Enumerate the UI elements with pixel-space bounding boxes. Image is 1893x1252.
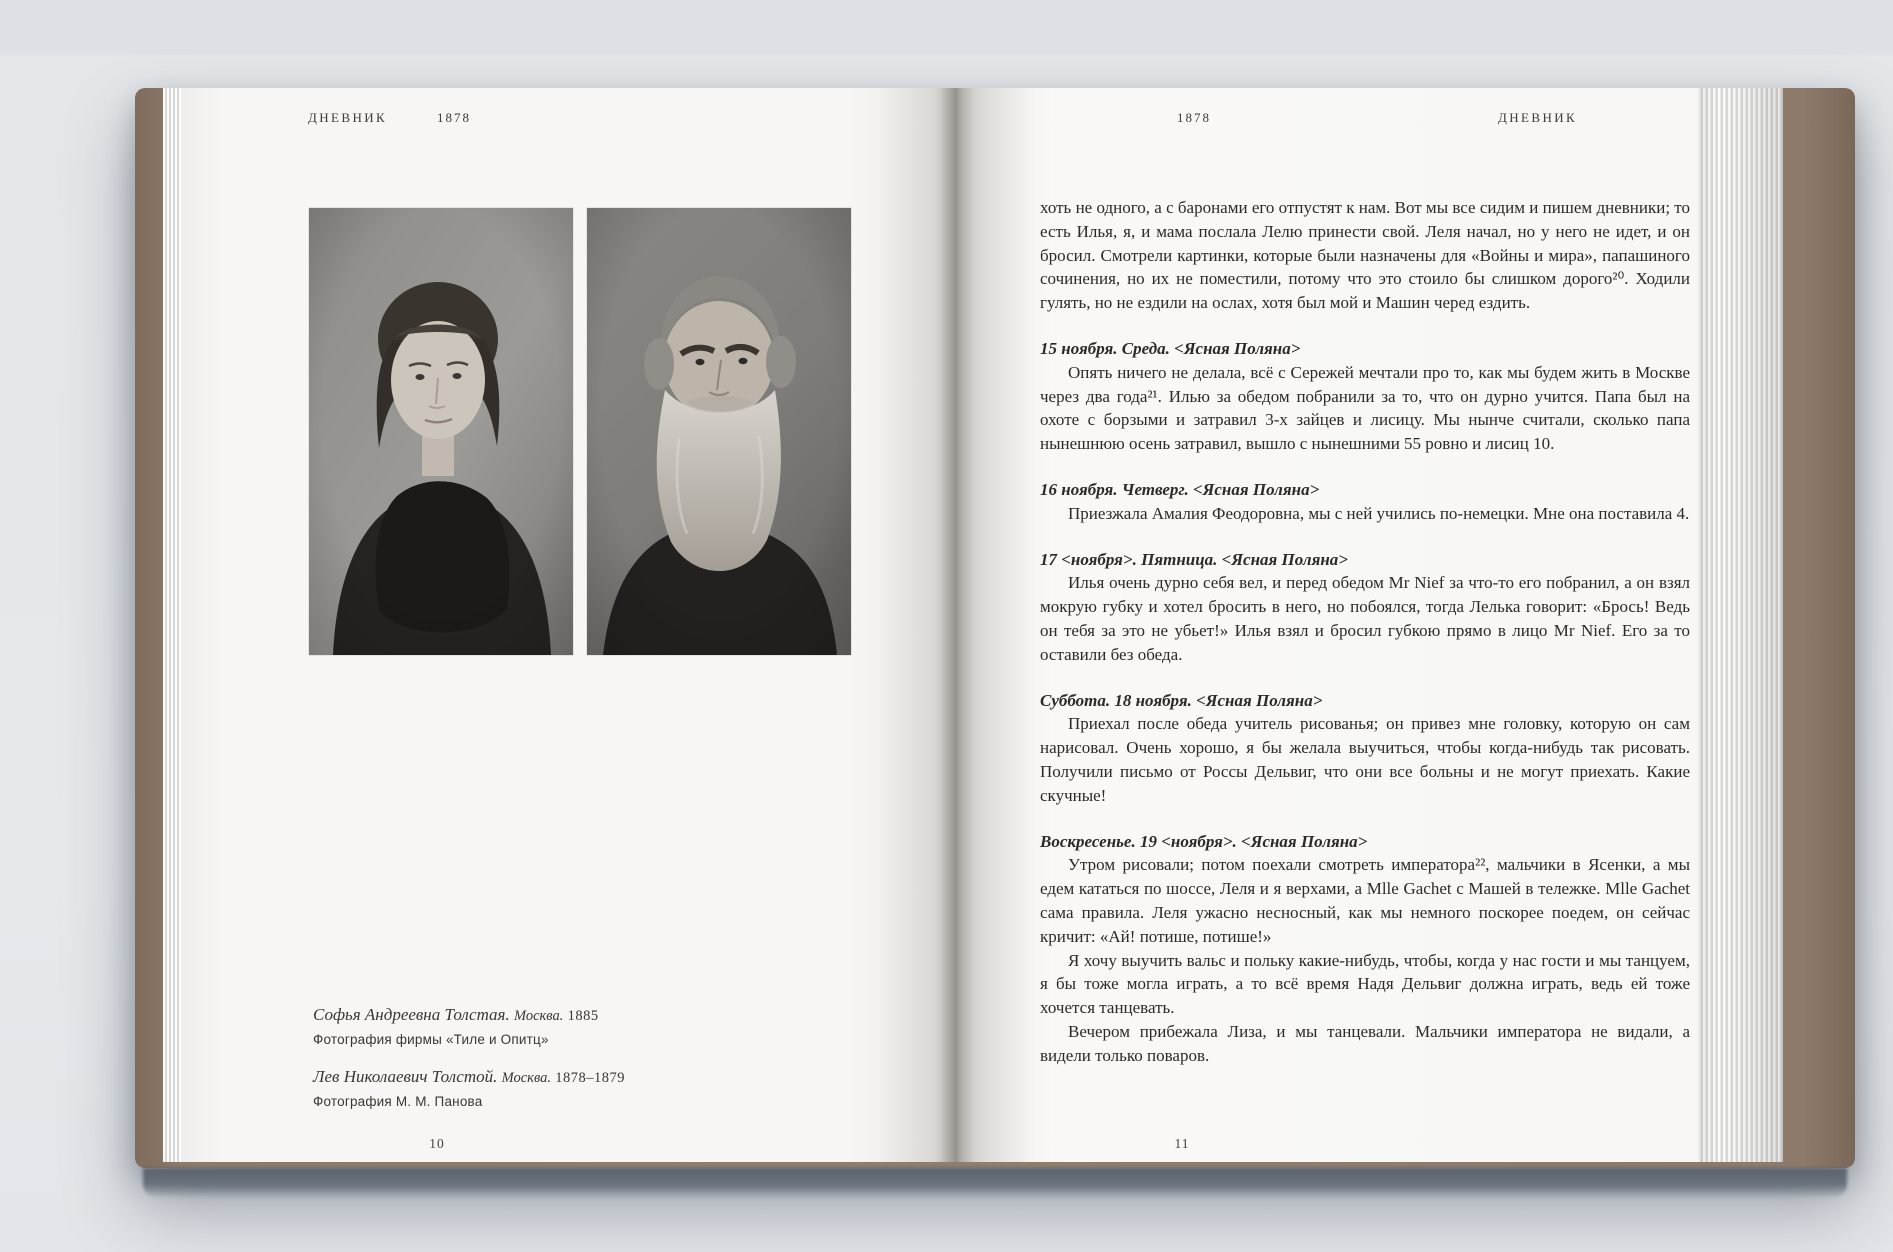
diary-text-block (1040, 196, 1690, 1068)
entry-heading-nov-16: 16 ноября. Четверг. <Ясная Поляна> (1040, 479, 1320, 499)
entry-paragraph: Вечером прибежала Лиза, и мы танцевали. Мальчики императора не видали, а видели только поваров. (1040, 1021, 1690, 1065)
fore-edge-left (163, 88, 181, 1162)
running-head-title-right: ДНЕВНИК (1498, 110, 1578, 125)
page-spread (163, 88, 1783, 1162)
photo-sofia-tolstaya (309, 208, 573, 655)
photo-vignette (309, 208, 573, 655)
running-head-year-right: 1878 (1177, 110, 1211, 125)
photo-vignette (587, 208, 851, 655)
caption-sofia (313, 1004, 599, 1049)
entry-paragraph: Утром рисовали; потом поехали смотреть императора²², мальчики в Ясенки, а мы едем кататься по шоссе, Леля и я верхами, а Mlle Gachet с Машей в тележке. Mlle Gachet сама правила. Леля ужасно несносный, как мы немного поскорее поедем, он сейчас кричит: «Ай! потише, потише!» (1040, 855, 1690, 946)
running-head-year-left: 1878 (437, 110, 471, 125)
caption-name: Софья Андреевна Толстая. (313, 1005, 510, 1024)
entry-paragraph: Илья очень дурно себя вел, и перед обедом Mr Nief за что-то его побранил, а он взял мокрую губку и хотел бросить в него, но побоялся, тогда Лелька говорит: «Брось! Ведь он тебя за это не убьет!» Илья взял и бросил губкою прямо в лицо Mr Nief. Его за то оставили без обеда. (1040, 573, 1690, 664)
entry-paragraph: Я хочу выучить вальс и польку какие-нибудь, чтобы, когда у нас гости и мы танцуем, я бы тоже могла играть, а то всё время Надя Дельвиг должна играть, ведь ей тоже хочется танцевать. (1040, 950, 1690, 1018)
entry-paragraph: Опять ничего не делала, всё с Сережей мечтали про то, как мы будем жить в Москве через два года²¹. Илью за обедом побранили за то, что он дурно учится. Папа был на охоте с борзыми и затравил 3-х зайцев и лисицу. Мы нынче считали, сколько папа нынешнюю осень затравил, вышло с нынешними 55 ровно и лисиц 10. (1040, 362, 1690, 454)
caption-tolstoy (313, 1066, 625, 1111)
entry-heading-nov-15: 15 ноября. Среда. <Ясная Поляна> (1040, 338, 1301, 358)
entry-paragraph: Приезжала Амалия Феодоровна, мы с ней учились по-немецки. Мне она поставила 4. (1068, 503, 1690, 523)
caption-place: Москва. (501, 1070, 552, 1086)
caption-line (313, 1004, 599, 1027)
photo-row (309, 208, 851, 655)
entry-paragraph: Приехал после обеда учитель рисованья; он привез мне головку, которую он сам нарисовал. Очень хорошо, я бы желала выучиться, чтобы когда-нибудь так рисовать. Получили письмо от Россы Дельвиг, что они все больны и не могут приехать. Какие скучные! (1040, 714, 1690, 805)
caption-line (313, 1066, 625, 1089)
entry-heading-nov-18: Суббота. 18 ноября. <Ясная Поляна> (1040, 690, 1323, 710)
caption-credit: Фотография фирмы «Тиле и Опитц» (313, 1032, 549, 1047)
fore-edge-right (1698, 88, 1783, 1162)
photo-leo-tolstoy (587, 208, 851, 655)
caption-name: Лев Николаевич Толстой. (313, 1067, 498, 1086)
open-book (135, 88, 1855, 1168)
entry-heading-nov-17: 17 <ноября>. Пятница. <Ясная Поляна> (1040, 549, 1348, 569)
caption-credit: Фотография М. М. Панова (313, 1094, 483, 1109)
running-head-title-left: ДНЕВНИК (308, 110, 388, 125)
caption-place: Москва. (513, 1008, 564, 1024)
diary-lead-paragraph: хоть не одного, а с баронами его отпустят к нам. Вот мы все сидим и пишем дневники; то есть Илья, я, и мама послала Лелю принести свой. Леля начал, но у него не идет, и он бросил. Смотрели картинки, которые были назначены для «Войны и мира», папашиного сочинения, но их не поместили, потому что это стоило бы слишком дорого²⁰. Ходили гулять, но не ездили на ослах, хотя был мой и Машин черед ездить. (1040, 198, 1690, 313)
caption-year: 1878–1879 (555, 1070, 626, 1086)
entry-heading-nov-19: Воскресенье. 19 <ноября>. <Ясная Поляна> (1040, 831, 1368, 851)
page-number-right: 11 (1174, 1136, 1190, 1151)
caption-year: 1885 (567, 1008, 599, 1024)
page-number-left: 10 (429, 1136, 445, 1151)
